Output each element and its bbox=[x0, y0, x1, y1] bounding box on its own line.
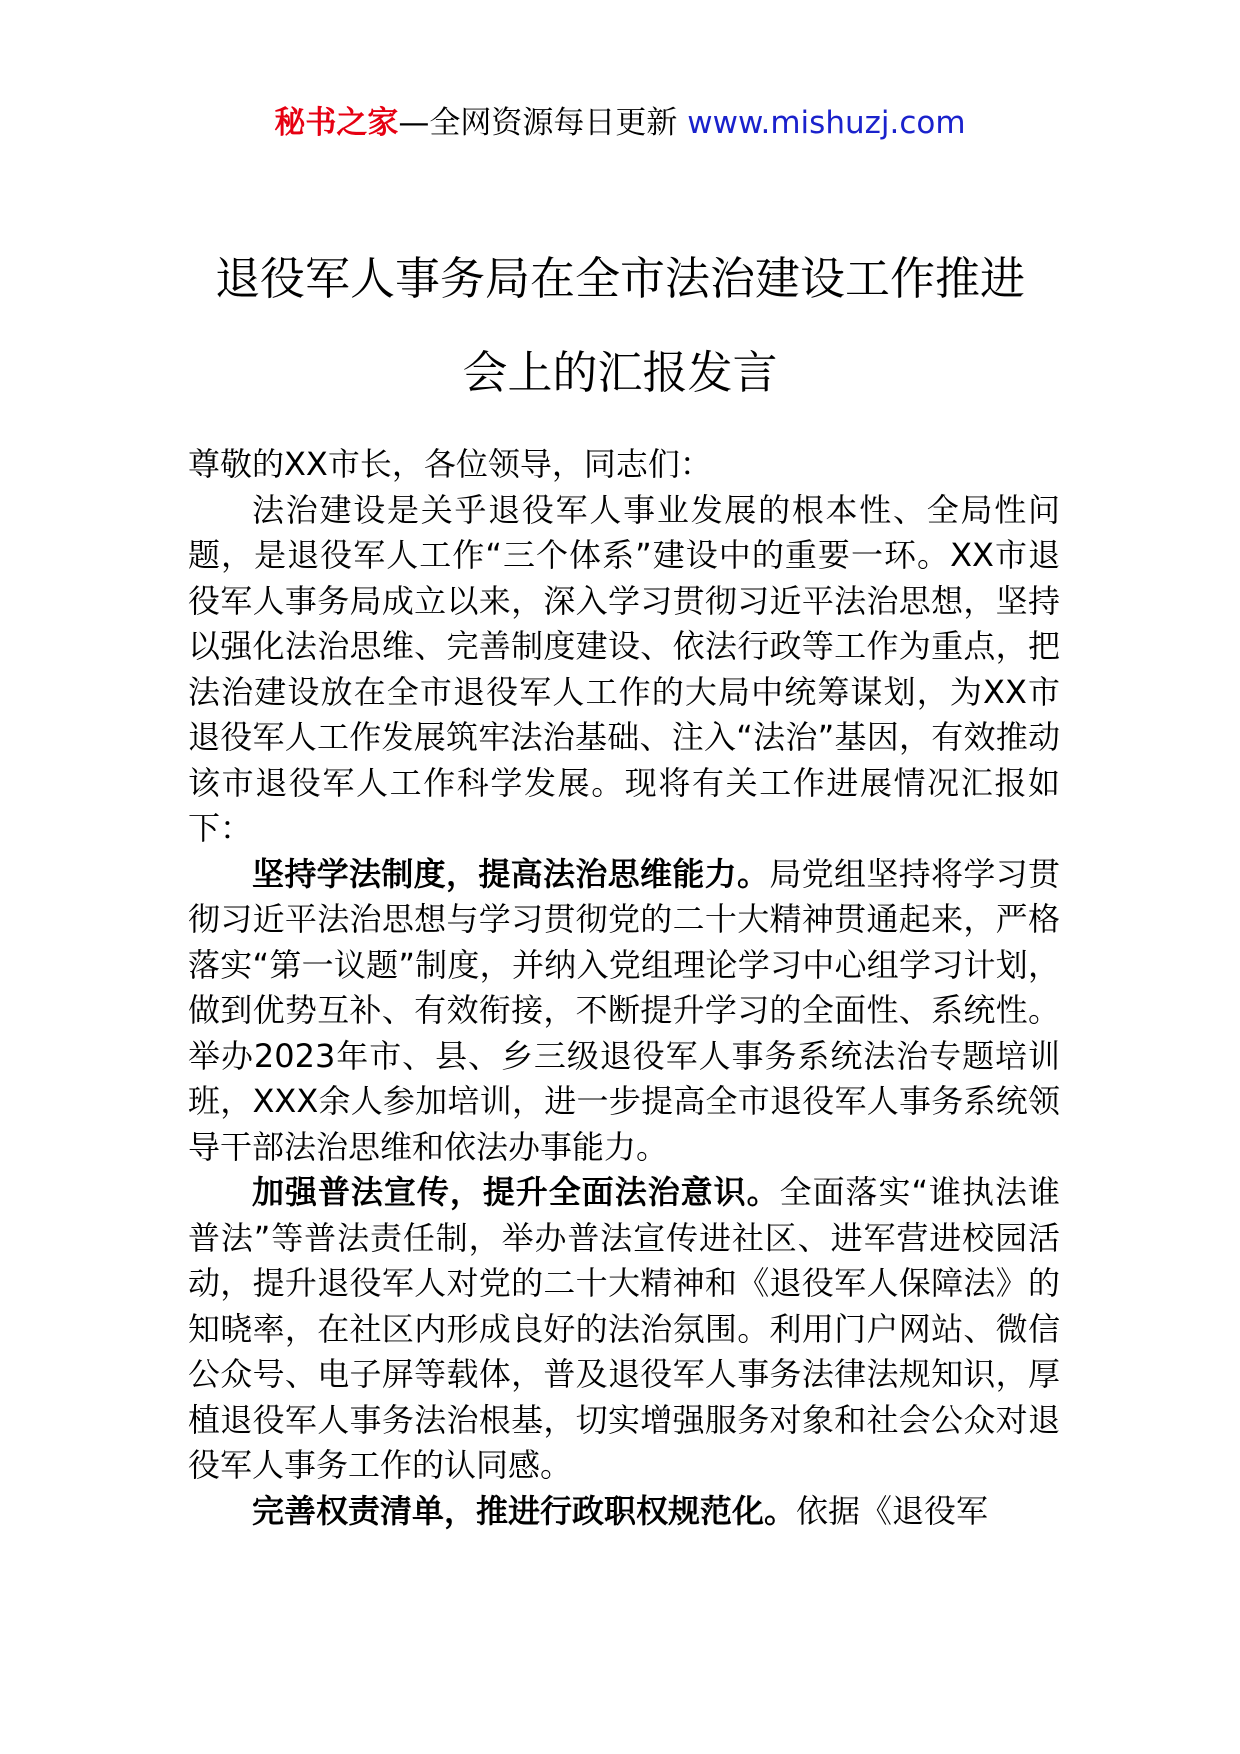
section-paragraph-1 bbox=[188, 852, 1060, 1171]
section-paragraph-3 bbox=[188, 1489, 1060, 1535]
section-heading-1: 坚持学法制度，提高法治思维能力。 bbox=[252, 854, 770, 893]
brand-name: 秘书之家 bbox=[274, 105, 399, 141]
salutation: 尊敬的XX市长，各位领导，同志们： bbox=[188, 445, 712, 483]
section-text-2: 全面落实“谁执法谁普法”等普法责任制，举办普法宣传进社区、进军营进校园活动，提升退役军人对党的二十大精神和《退役军人保障法》的知晓率，在社区内形成良好的法治氛围。利用门户网站、微信公众号、电子屏等载体，普及退役军人事务法律法规知识，厚植退役军人事务法治根基，切实增强服务对象和社会公众对退役军人事务工作的认同感。 bbox=[188, 1173, 1060, 1484]
document-body bbox=[188, 442, 1060, 1534]
section-heading-2: 加强普法宣传，提升全面法治意识。 bbox=[252, 1173, 780, 1211]
title-line-1: 退役军人事务局在全市法治建设工作推进 bbox=[214, 252, 1025, 305]
header-tagline: —全网资源每日更新 bbox=[398, 105, 688, 141]
intro-paragraph: 法治建设是关乎退役军人事业发展的根本性、全局性问题，是退役军人工作“三个体系”建设中的重要一环。XX市退役军人事务局成立以来，深入学习贯彻习近平法治思想，坚持以强化法治思维、完善制度建设、依法行政等工作为重点，把法治建设放在全市退役军人工作的大局中统筹谋划，为XX市退役军人工作发展筑牢法治基础、注入“法治”基因，有效推动该市退役军人工作科学发展。现将有关工作进展情况汇报如下： bbox=[188, 490, 1060, 847]
section-text-1: 局党组坚持将学习贯彻习近平法治思想与学习贯彻党的二十大精神贯通起来，严格落实“第一议题”制度，并纳入党组理论学习中心组学习计划，做到优势互补、有效衔接，不断提升学习的全面性、系统性。举办2023年市、县、乡三级退役军人事务系统法治专题培训班，XXX余人参加培训，进一步提高全市退役军人事务系统领导干部法治思维和依法办事能力。 bbox=[188, 854, 1060, 1166]
section-heading-3: 完善权责清单，推进行政职权规范化。 bbox=[252, 1491, 797, 1530]
title-line-2: 会上的汇报发言 bbox=[462, 346, 778, 399]
section-text-3: 依据《退役军 bbox=[796, 1491, 989, 1530]
document-title bbox=[160, 232, 1080, 420]
site-url: www.mishuzj.com bbox=[687, 105, 966, 141]
site-header bbox=[0, 100, 1240, 146]
section-paragraph-2 bbox=[188, 1170, 1060, 1489]
